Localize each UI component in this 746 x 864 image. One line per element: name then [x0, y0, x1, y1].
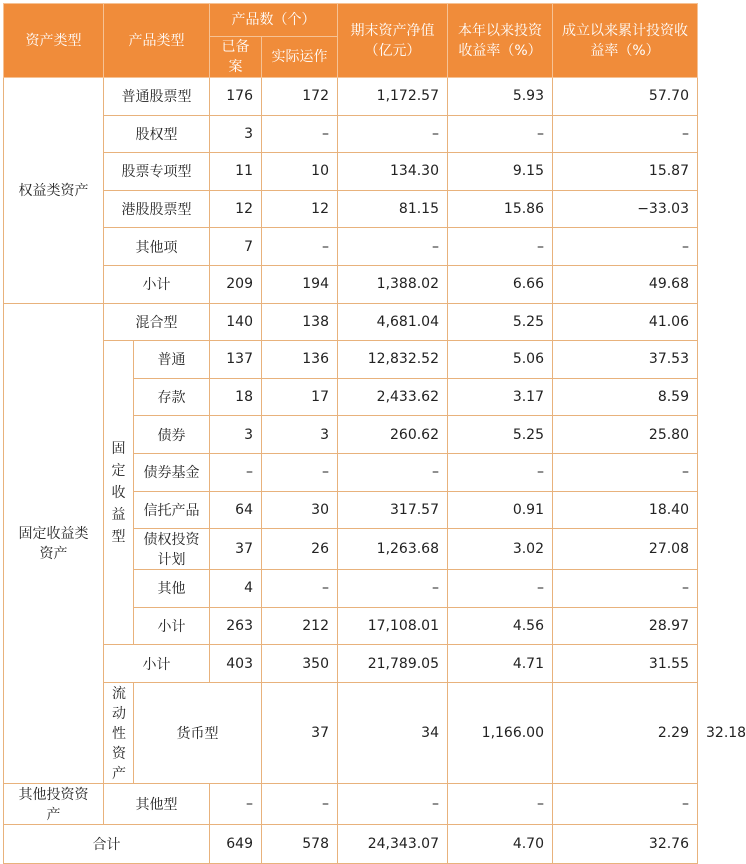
row-label: 小计 [104, 645, 210, 683]
table-row [4, 783, 698, 824]
cell-cum-return: 41.06 [553, 303, 698, 341]
cell-operating: 136 [262, 341, 338, 379]
row-label: 港股股票型 [104, 190, 210, 228]
row-label: 小计 [104, 265, 210, 303]
cell-cum-return: 25.80 [553, 416, 698, 454]
cell-net-value: 21,789.05 [338, 645, 448, 683]
cell-ytd-return: 3.02 [448, 529, 553, 570]
cell-operating: 172 [262, 78, 338, 116]
row-label: 普通股票型 [104, 78, 210, 116]
cell-net-value: 1,263.68 [338, 529, 448, 570]
table-row [4, 190, 698, 228]
cell-operating: 34 [338, 682, 448, 783]
cell-net-value: – [338, 228, 448, 266]
row-label: 股权型 [104, 115, 210, 153]
cell-filed: 140 [210, 303, 262, 341]
cell-net-value: – [338, 570, 448, 608]
cell-filed: – [210, 783, 262, 824]
group-fixed-income: 固定收益类资产 [4, 303, 104, 783]
cell-operating: 350 [262, 645, 338, 683]
table-row [4, 153, 698, 191]
row-label: 存款 [134, 378, 210, 416]
cell-filed: 3 [210, 115, 262, 153]
cell-ytd-return: 4.71 [448, 645, 553, 683]
cell-filed: 3 [210, 416, 262, 454]
cell-net-value: – [338, 783, 448, 824]
cell-ytd-return: 4.70 [448, 824, 553, 863]
group-other: 其他投资资产 [4, 783, 104, 824]
cell-net-value: 260.62 [338, 416, 448, 454]
header-asset-type: 资产类型 [4, 4, 104, 78]
cell-filed: 263 [210, 607, 262, 645]
vertical-label: 固定收益型 [111, 440, 126, 545]
cell-ytd-return: 2.29 [553, 682, 698, 783]
cell-net-value: 317.57 [338, 491, 448, 529]
row-label: 混合型 [104, 303, 210, 341]
cell-cum-return: 28.97 [553, 607, 698, 645]
cell-cum-return: 8.59 [553, 378, 698, 416]
cell-net-value: 12,832.52 [338, 341, 448, 379]
cell-net-value: 4,681.04 [338, 303, 448, 341]
pension-product-table [3, 3, 746, 864]
cell-cum-return: 27.08 [553, 529, 698, 570]
cell-cum-return: – [553, 570, 698, 608]
table-row [4, 228, 698, 266]
header-cum-return: 成立以来累计投资收益率（%） [553, 4, 698, 78]
row-label: 债券基金 [134, 453, 210, 491]
row-label: 其他 [134, 570, 210, 608]
table-row [4, 341, 698, 379]
cell-operating: – [262, 115, 338, 153]
cell-operating: – [262, 228, 338, 266]
cell-net-value: 1,166.00 [448, 682, 553, 783]
header-filed: 已备案 [210, 37, 262, 78]
row-label: 信托产品 [134, 491, 210, 529]
cell-filed: 37 [262, 682, 338, 783]
cell-filed: 649 [210, 824, 262, 863]
cell-operating: 578 [262, 824, 338, 863]
cell-filed: 12 [210, 190, 262, 228]
cell-operating: 17 [262, 378, 338, 416]
cell-cum-return: −33.03 [553, 190, 698, 228]
cell-ytd-return: – [448, 115, 553, 153]
cell-ytd-return: 4.56 [448, 607, 553, 645]
cell-filed: – [210, 453, 262, 491]
subtotal-row [4, 265, 698, 303]
cell-ytd-return: 15.86 [448, 190, 553, 228]
header-product-count: 产品数（个） [210, 4, 338, 37]
cell-operating: 10 [262, 153, 338, 191]
cell-operating: 138 [262, 303, 338, 341]
cell-net-value: 2,433.62 [338, 378, 448, 416]
cell-ytd-return: 0.91 [448, 491, 553, 529]
cell-operating: 30 [262, 491, 338, 529]
cell-filed: 4 [210, 570, 262, 608]
cell-net-value: 134.30 [338, 153, 448, 191]
header-operating: 实际运作 [262, 37, 338, 78]
table-row: 流动性资产 货币型 37 34 1,166.00 2.29 32.18 [4, 682, 698, 783]
cell-net-value: 1,388.02 [338, 265, 448, 303]
cell-net-value: – [338, 453, 448, 491]
header-net-value: 期末资产净值（亿元） [338, 4, 448, 78]
group-equity: 权益类资产 [4, 78, 104, 304]
cell-operating: – [262, 453, 338, 491]
table-row [4, 115, 698, 153]
header-ytd-return: 本年以来投资收益率（%） [448, 4, 553, 78]
cell-filed: 403 [210, 645, 262, 683]
cell-operating: 12 [262, 190, 338, 228]
cell-cum-return: 18.40 [553, 491, 698, 529]
cell-cum-return: 15.87 [553, 153, 698, 191]
group-liquidity: 流动性资产 [104, 682, 134, 783]
cell-filed: 176 [210, 78, 262, 116]
cell-operating: – [262, 570, 338, 608]
header-row-1 [4, 4, 698, 37]
cell-net-value: 24,343.07 [338, 824, 448, 863]
cell-ytd-return: – [448, 783, 553, 824]
cell-ytd-return: 5.93 [448, 78, 553, 116]
cell-filed: 37 [210, 529, 262, 570]
cell-operating: 3 [262, 416, 338, 454]
cell-net-value: 81.15 [338, 190, 448, 228]
cell-filed: 18 [210, 378, 262, 416]
cell-filed: 137 [210, 341, 262, 379]
row-label: 小计 [134, 607, 210, 645]
cell-cum-return: – [553, 228, 698, 266]
row-label: 其他项 [104, 228, 210, 266]
row-label: 债券 [134, 416, 210, 454]
cell-cum-return: 57.70 [553, 78, 698, 116]
cell-filed: 7 [210, 228, 262, 266]
cell-operating: – [262, 783, 338, 824]
cell-cum-return: 37.53 [553, 341, 698, 379]
cell-cum-return: – [553, 783, 698, 824]
cell-ytd-return: 3.17 [448, 378, 553, 416]
cell-net-value: – [338, 115, 448, 153]
cell-net-value: 17,108.01 [338, 607, 448, 645]
cell-filed: 11 [210, 153, 262, 191]
row-label: 货币型 [134, 682, 262, 783]
subtotal-row [4, 645, 698, 683]
cell-filed: 209 [210, 265, 262, 303]
cell-cum-return: – [553, 115, 698, 153]
cell-filed: 64 [210, 491, 262, 529]
cell-ytd-return: 9.15 [448, 153, 553, 191]
cell-ytd-return: 6.66 [448, 265, 553, 303]
row-label: 其他型 [104, 783, 210, 824]
cell-net-value: 1,172.57 [338, 78, 448, 116]
cell-cum-return: 49.68 [553, 265, 698, 303]
group-fixed-income-type [104, 341, 134, 645]
row-label: 普通 [134, 341, 210, 379]
row-label: 股票专项型 [104, 153, 210, 191]
cell-operating: 194 [262, 265, 338, 303]
cell-operating: 212 [262, 607, 338, 645]
total-label: 合计 [4, 824, 210, 863]
cell-ytd-return: – [448, 570, 553, 608]
cell-cum-return: 32.76 [553, 824, 698, 863]
cell-ytd-return: – [448, 228, 553, 266]
cell-cum-return: 31.55 [553, 645, 698, 683]
total-row [4, 824, 698, 863]
table-row [4, 303, 698, 341]
header-product-type: 产品类型 [104, 4, 210, 78]
cell-ytd-return: 5.25 [448, 416, 553, 454]
cell-operating: 26 [262, 529, 338, 570]
cell-cum-return: – [553, 453, 698, 491]
cell-ytd-return: 5.06 [448, 341, 553, 379]
cell-ytd-return: 5.25 [448, 303, 553, 341]
table-row [4, 78, 698, 116]
row-label: 债权投资计划 [134, 529, 210, 570]
cell-ytd-return: – [448, 453, 553, 491]
